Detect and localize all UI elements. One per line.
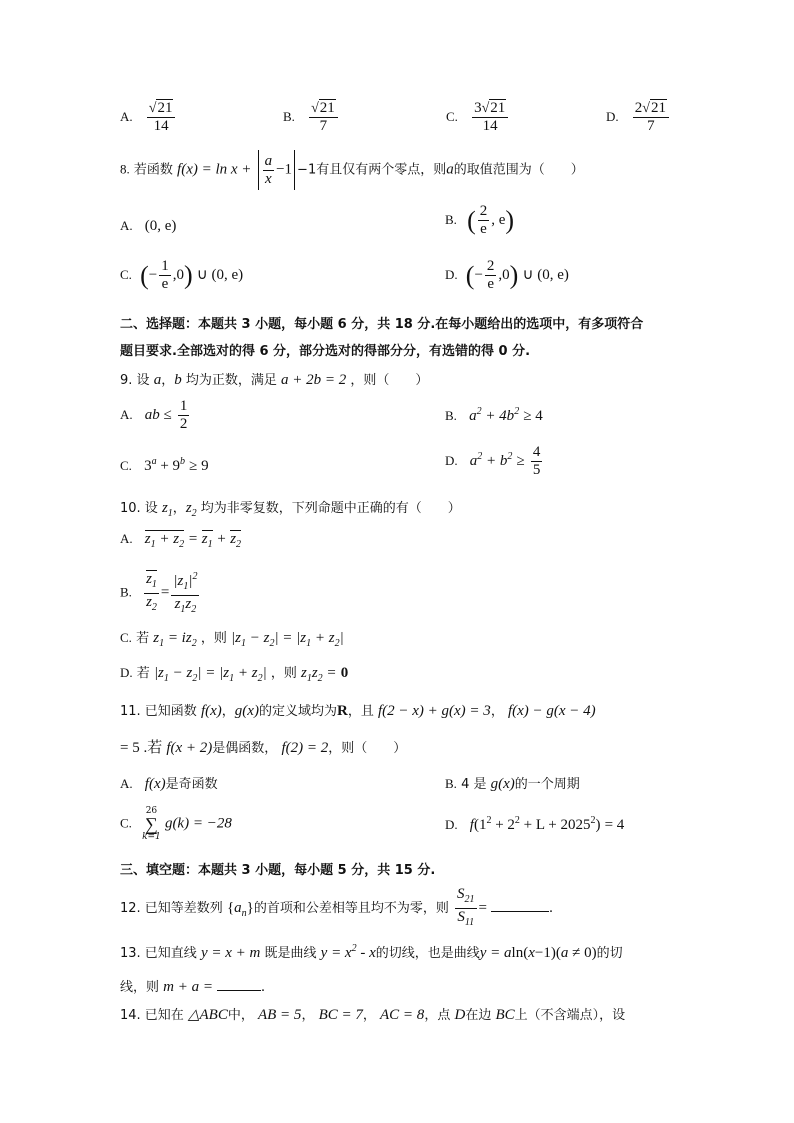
q13-answer-blank[interactable] xyxy=(217,976,261,991)
q12-stem: 12. 已知等差数列 $\{a_n\}$的首项和公差相等且均不为零，则 $\frac{S_{21}}{S_{11}}$ = . xyxy=(120,886,553,928)
q11-option-b: B. 4 是 g(x)的一个周期 xyxy=(445,776,580,792)
q7-option-a: A. $\frac{√21}{14}$ xyxy=(120,100,177,135)
section-3-heading: 三、填空题：本题共 3 小题，每小题 5 分，共 15 分. xyxy=(120,863,436,878)
q11-option-c: C. 26 ∑ k=1 g(k) = −28 xyxy=(120,806,232,842)
q12-answer-blank[interactable] xyxy=(491,897,549,912)
q8-option-a: A. (0, e) xyxy=(120,218,177,234)
q10-stem: 10. 设 $z_1$，$z_2$ 均为非零复数，下列命题中正确的有（ ） xyxy=(120,500,461,519)
section-2-heading-line2: 题目要求.全部选对的得 6 分，部分选对的得部分分，有选错的得 0 分. xyxy=(120,344,531,359)
q10-option-b: B. $\frac{z_1}{z_2}$ = $\frac{|z_1|^2}{z_1z_2}$ xyxy=(120,568,201,618)
q9-stem: 9. 设 a，b 均为正数，满足 a + 2b = 2 ，则（ ） xyxy=(120,372,429,388)
q10-option-c: C. 若 $z_1 = iz_2$ ，则 $|z_1 - z_2| = |z_1 + z_2|$ xyxy=(120,630,344,649)
q8-option-c: C. (− $\frac{1}{e}$ ,0) ∪ (0, e) xyxy=(120,258,244,292)
q7-option-c: C. $\frac{3√21}{14}$ xyxy=(446,100,510,135)
q8-option-d: D. (− $\frac{2}{e}$ ,0) ∪ (0, e) xyxy=(445,258,569,292)
q8-option-b: B. ( $\frac{2}{e}$ , e) xyxy=(445,203,515,237)
section-2-heading-line1: 二、选择题：本题共 3 小题，每小题 6 分，共 18 分.在每小题给出的选项中，有多项符合 xyxy=(120,317,644,332)
q9-option-a: A. ab ≤ $\frac{1}{2}$ xyxy=(120,398,188,432)
q14-stem: 14. 已知在 △ABC中， AB = 5， BC = 7， AC = 8，点 D在边 BC上（不含端点），设 xyxy=(120,1007,626,1023)
q11-option-a: A. f(x)是奇函数 xyxy=(120,776,218,792)
q11-stem-line2: = 5 .若 f(x + 2)是偶函数， f(2) = 2，则（ ） xyxy=(120,740,407,756)
q9-option-c: C. $3^a + 9^b \ge 9$ xyxy=(120,456,209,474)
q7-option-b: B. $\frac{√21}{7}$ xyxy=(283,100,340,135)
q11-option-d: D. $f(1^2 + 2^2 + L + 2025^2) = 4$ xyxy=(445,815,625,833)
q13-stem-line2: 线，则 m + a = . xyxy=(120,976,265,996)
q11-stem: 11. 已知函数 f(x)，g(x)的定义域均为R，且 f(2 − x) + g(x) = 3， f(x) − g(x − 4) xyxy=(120,703,596,719)
q9-option-d: D. $a^2 + b^2$ ≥ $\frac{4}{5}$ xyxy=(445,444,541,478)
q8-stem: 8. 若函数 f(x) = ln x + $\frac{a}{x}$ −1 −1有且仅有两个零点，则a的取值范围为（ ） xyxy=(120,150,584,190)
q10-option-d: D. 若 $|z_1 - z_2| = |z_1 + z_2|$ ，则 $z_1z_2 = 0$ xyxy=(120,665,349,684)
q10-option-a: A. $z_1 + z_2 = z_1 + z_2$ xyxy=(120,531,242,550)
q9-option-b: B. $a^2 + 4b^2 \ge 4$ xyxy=(445,406,543,424)
q13-stem: 13. 已知直线 y = x + m 既是曲线 $y = x^2 - x$的切线，也是曲线y = aln(x−1)(a ≠ 0)的切 xyxy=(120,943,623,961)
q7-option-d: D. $\frac{2√21}{7}$ xyxy=(606,100,671,135)
